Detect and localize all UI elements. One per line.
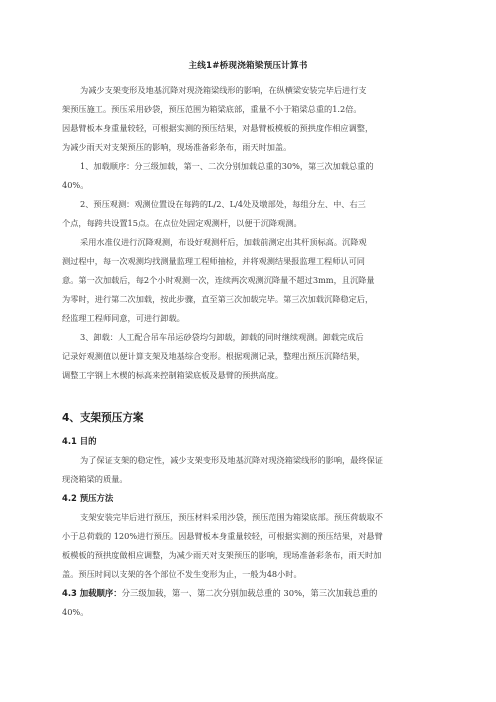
observation-item — [62, 195, 436, 233]
paragraph-line: 经监理工程师同意，可进行卸载。 — [62, 313, 185, 323]
section-4-3-inline-text: 分三级加载，第一、第二次分别加载总重的 30%，第三次加载总重的 — [121, 588, 378, 598]
paragraph-line: 调整工字钢上木楔的标高来控制箱梁底板及悬臂的预拱高度。 — [62, 370, 284, 380]
paragraph-line: 40%。 — [62, 607, 89, 617]
paragraph-line: 盖。预压时间以支架的各个部位不发生变形为止，一般为48小时。 — [62, 569, 302, 579]
settlement-observation-paragraph — [62, 233, 436, 328]
section-4-heading: 4、支架预压方案 — [62, 412, 144, 424]
unloading-item — [62, 328, 436, 385]
paragraph-line: 小于总荷载的 120%进行预压。因悬臂板本身重量较轻，可根据实测的预压结果，对悬臂 — [62, 531, 383, 541]
paragraph-line: 现浇箱梁的质量。 — [62, 474, 128, 484]
paragraph-line: 1、加载顺序：分三级加载，第一、二次分别加载总重的30%，第三次加载总重的 — [80, 161, 374, 171]
section-4-1-heading: 4.1 目的 — [62, 436, 97, 446]
paragraph-line: 个点，每跨共设置15点。在点位处固定观测杆，以便于沉降观测。 — [62, 218, 302, 228]
paragraph-line: 意。第一次加载后，每2个小时观测一次，连续两次观测沉降量不超过3mm，且沉降量 — [62, 275, 375, 285]
section-4-2 — [62, 489, 436, 584]
paragraph-line: 架预压施工。预压采用砂袋，预压范围为箱梁底部，重量不小于箱梁总重的1.2倍。 — [62, 104, 362, 114]
paragraph-line: 40%。 — [62, 180, 89, 190]
paragraph-line: 为了保证支架的稳定性，减少支架变形及地基沉降对现浇箱梁线形的影响，最终保证 — [80, 455, 383, 465]
document-title: 主线1#桥现浇箱梁预压计算书 — [188, 61, 308, 71]
paragraph-line: 采用水准仪进行沉降观测，布设好观测杆后，加载前测定出其杆顶标高。沉降观 — [80, 237, 367, 247]
section-4-3-line — [62, 584, 436, 603]
paragraph-line: 为零时，进行第二次加载，按此步骤，直至第三次加载完毕。第三次加载沉降稳定后， — [62, 294, 374, 304]
section-4-3 — [62, 584, 436, 622]
paragraph-line: 为减少支架变形及地基沉降对现浇箱梁线形的影响，在纵横梁安装完毕后进行支 — [80, 85, 367, 95]
paragraph-line: 测过程中，每一次观测均找测量监理工程师抽检，并将观测结果报监理工程师认可同 — [62, 256, 365, 266]
paragraph-line: 记录好观测值以便计算支架及地基综合变形。根据观测记录，整理出预压沉降结果， — [62, 351, 365, 361]
paragraph-line: 3、卸载：人工配合吊车吊运砂袋均匀卸载，卸载的同时继续观测。卸载完成后 — [80, 332, 364, 342]
loading-sequence-item — [62, 157, 436, 195]
intro-paragraph — [62, 81, 436, 157]
paragraph-line: 支架安装完毕后进行预压，预压材料采用沙袋，预压范围为箱梁底部。预压荷载取不 — [80, 512, 383, 522]
section-4-2-heading: 4.2 预压方法 — [62, 493, 114, 503]
paragraph-line: 因悬臂板本身重量较轻，可根据实测的预压结果，对悬臂板模板的预拱度作相应调整， — [62, 123, 374, 133]
section-4-3-heading: 4.3 加载顺序： — [62, 588, 122, 598]
section-4-1 — [62, 432, 436, 489]
paragraph-line: 2、预压观测：观测位置设在每跨的L/2、L/4处及墩部处，每组分左、中、右三 — [80, 199, 366, 209]
paragraph-line: 板模板的预拱度做相应调整，为减少雨天对支架预压的影响，现场准备彩条布，雨天时加 — [62, 550, 382, 560]
paragraph-line: 为减少雨天对支架预压的影响，现场准备彩条布，雨天时加盖。 — [62, 142, 292, 152]
